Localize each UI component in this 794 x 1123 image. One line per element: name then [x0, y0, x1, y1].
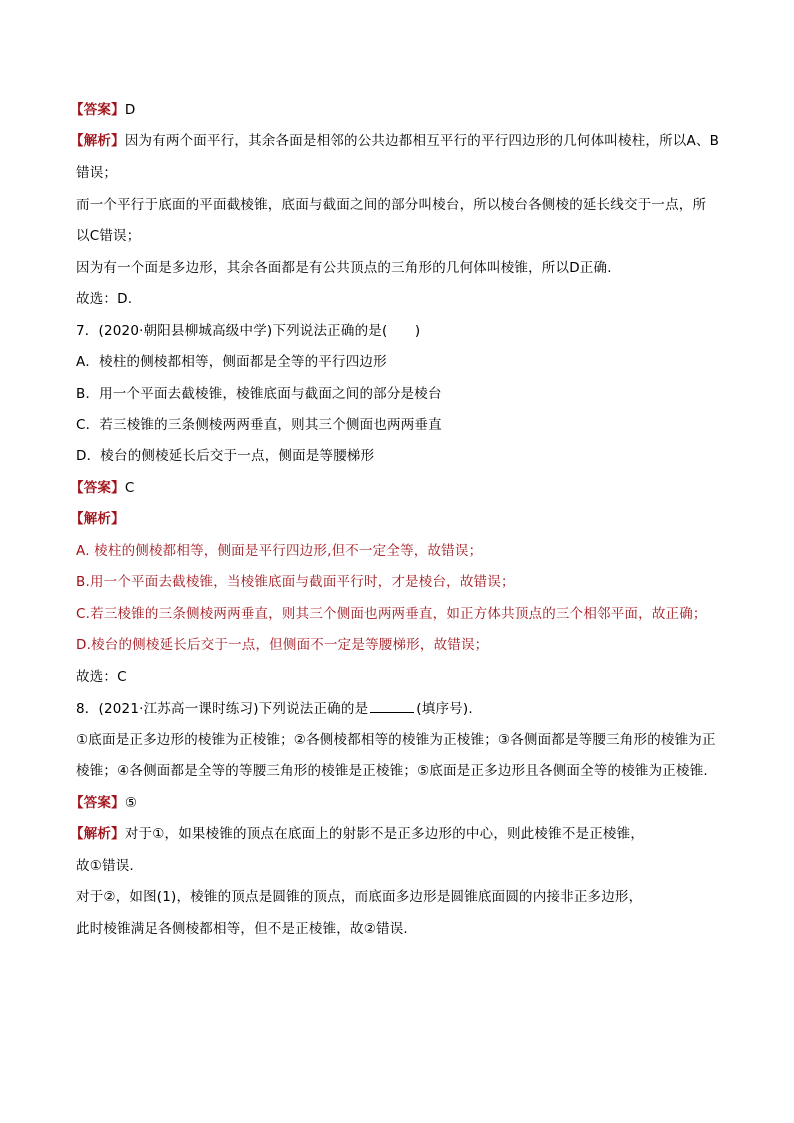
answer-value: D [124, 102, 136, 118]
answer-tag: 【答案】 [70, 795, 125, 811]
q7-answer [70, 478, 134, 498]
answer-value: C [124, 480, 135, 496]
analysis-text: A. 棱柱的侧棱都相等，侧面是平行四边形,但不一定全等，故错误； [76, 543, 483, 559]
q7-option-d: D．棱台的侧棱延长后交于一点，侧面是等腰梯形 [76, 448, 375, 464]
q6-conclusion: 故选：D. [76, 291, 133, 307]
q6-analysis-line2: 错误； [76, 165, 118, 181]
q7-option-b: B．用一个平面去截棱锥，棱锥底面与截面之间的部分是棱台 [76, 386, 442, 402]
q7-option-c: C．若三棱锥的三条侧棱两两垂直，则其三个侧面也两两垂直 [76, 417, 442, 433]
analysis-tag: 【解析】 [70, 511, 125, 527]
q7-analysis-a [76, 541, 482, 561]
q6-analysis-line1 [70, 131, 719, 151]
analysis-text: 对于①，如果棱锥的顶点在底面上的射影不是正多边形的中心，则此棱锥不是正棱锥， [124, 826, 645, 842]
q8-analysis-line1 [70, 824, 644, 844]
analysis-text: B.用一个平面去截棱锥，当棱锥底面与截面平行时，才是棱台，故错误； [76, 574, 515, 590]
q8-analysis-line4: 此时棱锥满足各侧棱都相等，但不是正棱锥，故②错误. [76, 921, 408, 937]
answer-tag: 【答案】 [70, 102, 125, 118]
q6-analysis-line3: 而一个平行于底面的平面截棱锥，底面与截面之间的部分叫棱台，所以棱台各侧棱的延长线交于一点，所 [76, 197, 707, 213]
q7-analysis-b [76, 572, 515, 592]
fill-in-blank [370, 698, 414, 713]
q7-analysis-header [70, 509, 125, 529]
q6-analysis-line5: 因为有一个面是多边形，其余各面都是有公共顶点的三角形的几何体叫棱锥，所以D正确. [76, 260, 612, 276]
q7-option-a: A．棱柱的侧棱都相等，侧面都是全等的平行四边形 [76, 354, 387, 370]
stem-before: 8．(2021·江苏高一课时练习)下列说法正确的是 [76, 701, 369, 717]
q8-analysis-line2: 故①错误. [76, 858, 134, 874]
q8-answer [70, 793, 137, 813]
stem-after: (填序号). [416, 701, 473, 717]
q6-answer [70, 100, 135, 120]
q8-statements-line2: 棱锥；④各侧面都是全等的等腰三角形的棱锥是正棱锥；⑤底面是正多边形且各侧面全等的棱锥为正棱锥. [76, 763, 708, 779]
answer-tag: 【答案】 [70, 480, 125, 496]
answer-value: ⑤ [124, 795, 138, 811]
q7-analysis-d [76, 635, 488, 655]
analysis-tag: 【解析】 [70, 826, 125, 842]
analysis-text: C.若三棱锥的三条侧棱两两垂直，则其三个侧面也两两垂直，如正方体共顶点的三个相邻平面，故正确； [76, 606, 707, 622]
q7-stem: 7．(2020·朝阳县柳城高级中学)下列说法正确的是( ) [76, 323, 421, 339]
q8-statements-line1: ①底面是正多边形的棱锥为正棱锥；②各侧棱都相等的棱锥为正棱锥；③各侧面都是等腰三角形的棱锥为正 [76, 732, 716, 748]
q8-analysis-line3: 对于②，如图(1)，棱锥的顶点是圆锥的顶点，而底面多边形是圆锥底面圆的内接非正多边形， [76, 889, 643, 905]
q7-conclusion: 故选：C [76, 669, 127, 685]
analysis-tag: 【解析】 [70, 133, 125, 149]
analysis-text: D.棱台的侧棱延长后交于一点，但侧面不一定是等腰梯形，故错误； [76, 637, 489, 653]
q8-stem [76, 698, 473, 719]
analysis-text: 因为有两个面平行，其余各面是相邻的公共边都相互平行的平行四边形的几何体叫棱柱，所以A、B [124, 133, 720, 149]
q7-analysis-c [76, 604, 707, 624]
q6-analysis-line4: 以C错误； [76, 228, 141, 244]
